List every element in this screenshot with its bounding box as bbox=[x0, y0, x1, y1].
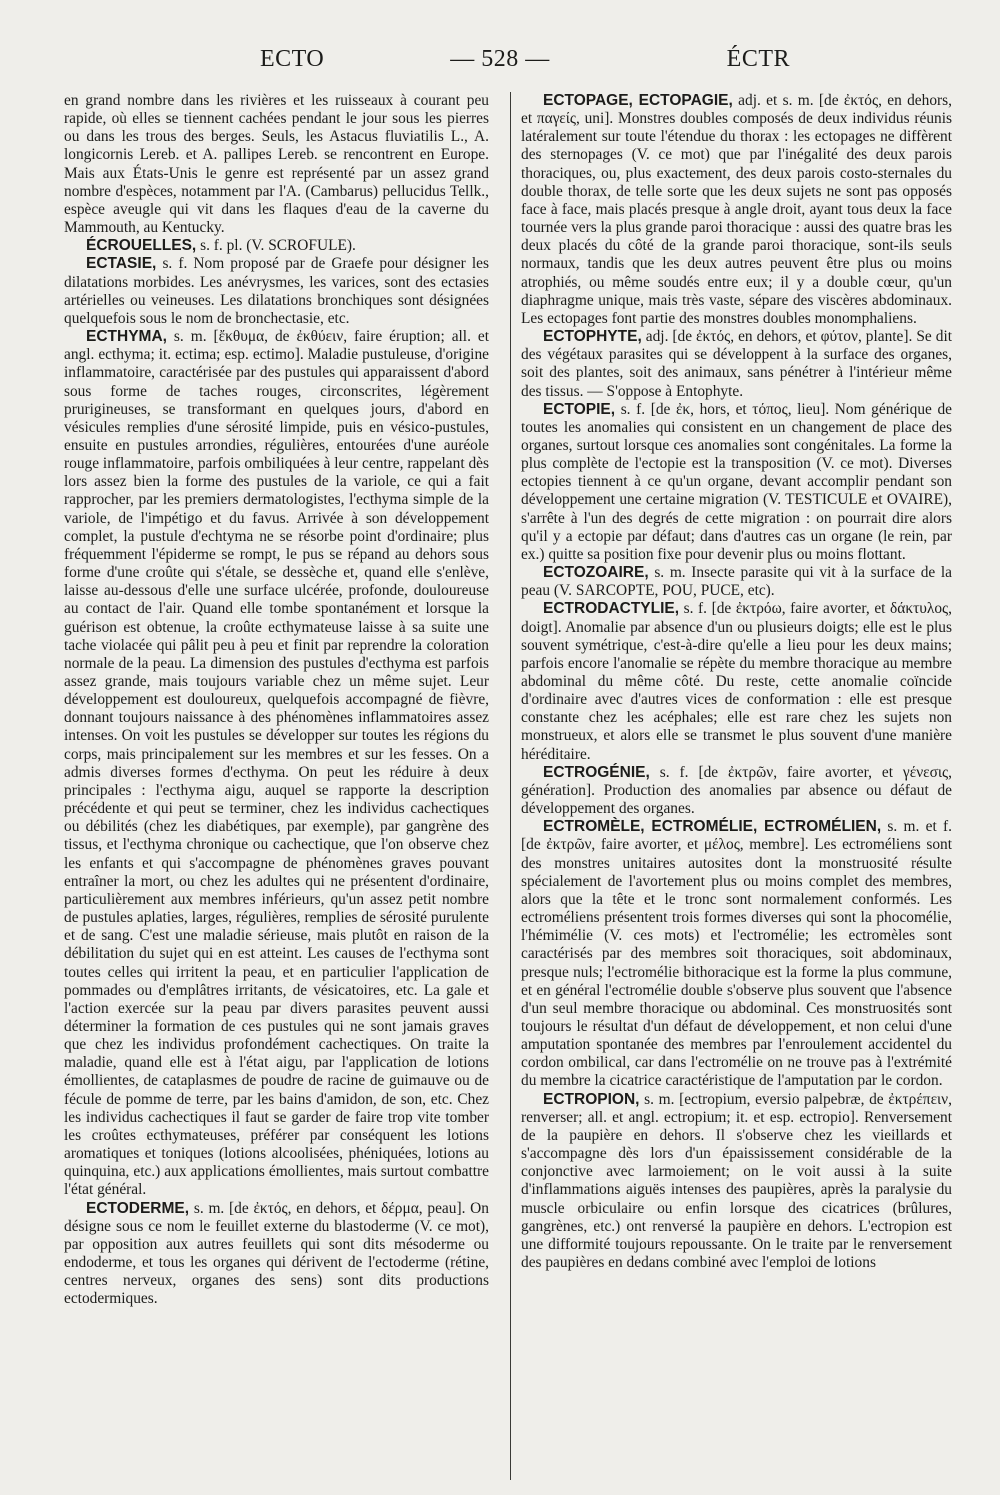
entry-ectopage bbox=[521, 92, 952, 328]
entry-ectoderme bbox=[64, 1200, 489, 1309]
entry-ectozoaire bbox=[521, 564, 952, 600]
headword: ECTROGÉNIE, bbox=[543, 763, 650, 781]
headword: ECTASIE, bbox=[86, 255, 157, 273]
headword: ÉCROUELLES, bbox=[86, 237, 197, 255]
headword: ECTRODACTYLIE, bbox=[543, 600, 680, 618]
header-right-guideword: ÉCTR bbox=[726, 46, 790, 72]
headword: ECTODERME, bbox=[86, 1199, 190, 1217]
entry-ectrodactylie bbox=[521, 600, 952, 763]
definition: s. f. pl. (V. SCROFULE). bbox=[200, 237, 356, 255]
entry-ectropion bbox=[521, 1091, 952, 1273]
definition: s. m. [ἔκθυμα, de ἐκθύειν, faire éruption; all. et angl. ecthyma; it. ectima; esp. ectimo]. Maladie pustuleuse, d'origine inflammatoire, caractérisée par des pustules qui apparaissent d'abord sous forme de taches rouges, circonscrites, légèrement prurigineuses, se transformant en quelques jours, d'abord en vésicules remplies d'une sérosité limpide, puis en vésico-pustules, ensuite en pustules arrondies, régulières, entourées d'une auréole rouge inflammatoire, parfois ombiliquées à leur centre, rappelant dès lors assez bien la forme des pustules de la variole, ce qui a fait rapprocher, par les premiers dermatologistes, l'ecthyma simple de la variole, de l'impétigo et du favus. Arrivée à son développement complet, la pustule d'echtyma ne se résorbe point d'ordinaire; plus fréquemment l'épiderme se rompt, le pus se répand au dehors sous forme d'une croûte qui s'étale, se dessèche et, quand elle s'enlève, laisse au-dessous d'elle une surface ulcérée, profonde, douloureuse au contact de l'air. Quand elle tombe spontanément et lorsque la guérison est obtenue, la croûte ecthymateuse laisse à sa suite une tache violacée qui pâlit peu à peu et finit par reprendre la coloration normale de la peau. La dimension des pustules d'ecthyma est parfois assez grande, mais toujours variable chez un même sujet. Leur développement est douloureux, quelquefois accompagné de fièvre, donnant toujours naissance à des phénomènes inflammatoires assez intenses. On voit les pustules se développer sur toutes les régions du corps, mais principalement sur les membres et sur les fesses. On a admis diverses formes d'ecthyma. On peut les réduire à deux principales : l'ecthyma aigu, auquel se rapporte la description précédente et qui peut se terminer, chez les individus cachectiques ou débilités (chez les diabétiques, par exemple), par gangrène des tissus, et l'ecthyma chronique ou cachectique, que l'on observe chez les enfants et qui s'accompagne de phénomènes graves pouvant entraîner la mort, ou chez les adultes qui ne présentent d'ordinaire, particulièrement aux membres inférieurs, qu'un assez petit nombre de pustules aplaties, larges, régulières, remplies de sérosité purulente et de sang. C'est une maladie sérieuse, mais plutôt en raison de la débilitation du sujet qui en est atteint. Les causes de l'ecthyma sont toutes celles qui irritent la peau, et en particulier l'application de pommades ou d'emplâtres irritants, de vésicatoires, etc. La gale et l'action exercée sur la peau par divers parasites peuvent aussi déterminer la formation de ces pustules qui ne sont jamais graves que chez les individus profondément cachectiques. On traite la maladie, quand elle est à l'état aigu, par l'application de lotions émollientes, de cataplasmes de poudre de racine de guimauve ou de fécule de pomme de terre, par les bains d'amidon, de son, etc. Chez les individus cachectiques il faut se garder de faire trop vite tomber les croûtes ecthymateuses, préférer par conséquent les lotions aromatiques et toniques (lotions alcoolisées, phéniquées, lotions au quinquina, etc.) aux applications émollientes, mais surtout combattre l'état général. bbox=[64, 328, 489, 1199]
definition: s. m. et f. [de ἐκτρῶν, faire avorter, et μέλος, membre]. Les ectroméliens sont des monstres unitaires autosites dont la monstruosité résulte spécialement de l'avortement plus ou moins complet des membres, alors que la tête et le tronc sont normalement conformés. Les ectroméliens présentent trois formes diverses qui sont la phocomélie, l'hémimélie (V. ces mots) et l'ectromélie; les ectromèles sont caractérisés par des membres soit thoraciques, soit abdominaux, presque nuls; l'ectromélie bithoracique est la forme la plus commune, et en général l'ectromélie double s'observe plus souvent que l'absence d'un seul membre thoracique ou abdominal. Ces monstruosités sont toujours le résultat d'un défaut de développement, et non celui d'une amputation spontanée des membres par l'enroulement accidentel du cordon ombilical, car dans l'ectromélie on ne trouve pas à l'extrémité du membre la cicatrice caractéristique de l'amputation par le cordon. bbox=[521, 818, 952, 1090]
definition: s. f. [de ἐκτρῶν, faire avorter, et γένεσις, génération]. Production des anomalies par absence ou défaut de développement des organes. bbox=[521, 763, 952, 818]
running-header bbox=[60, 46, 940, 86]
headword: ECTOPIE, bbox=[543, 400, 616, 418]
entry-ectasie bbox=[64, 255, 489, 328]
left-column bbox=[64, 92, 489, 1308]
page-number: — 528 — bbox=[450, 46, 550, 72]
entry-ecrouelles bbox=[64, 237, 489, 255]
headword: ECTOZOAIRE, bbox=[543, 564, 649, 582]
definition: s. f. [de ἐκ, hors, et τόπος, lieu]. Nom générique de toutes les anomalies qui consistent en un changement de place des organes, surtout lorsque ces anomalies sont congénitales. La forme la plus complète de l'ectopie est la transposition (V. ce mot). Diverses ectopies tiennent à ce qu'un organe, devant accomplir pendant son développement une certaine migration (V. TESTICULE et OVAIRE), s'arrête à l'un des degrés de cette migration : on pourrait dire alors qu'il y a ectopie par défaut; dans d'autres cas un organe (le rein, par ex.) quitte sa position fixe pour devenir plus ou moins flottant. bbox=[521, 400, 952, 563]
entry-ecthyma bbox=[64, 328, 489, 1200]
headword: ECTOPHYTE, bbox=[543, 328, 642, 346]
definition: adj. et s. m. [de ἐκτός, en dehors, et παγείς, uni]. Monstres doubles composés de deux individus réunis latéralement sur toute l'étendue du thorax : les ectopages ne diffèrent des sternopages (V. ce mot) que par l'inégalité des deux parois thoraciques, ou, plus exactement, des deux parois costo-sternales du double thorax, de telle sorte que les deux sujets ne sont pas opposés face à face, mais placés presque à angle droit, ayant tous deux la face tournée vers la plus grande paroi thoracique : aussi des quatre bras les deux placés du côté de la grande paroi thoracique, sont-ils seuls normaux, tandis que les deux autres peuvent être plus ou moins atrophiés, ou même soudés entre eux; il y a double cœur, qu'un diaphragme unique, mais très vaste, sépare des viscères abdominaux. Les ectopages font partie des monstres doubles monomphaliens. bbox=[521, 92, 952, 327]
entry-ectromele bbox=[521, 818, 952, 1090]
definition: s. m. Insecte parasite qui vit à la surface de la peau (V. SARCOPTE, POU, PUCE, etc). bbox=[521, 564, 952, 600]
header-left-guideword: ECTO bbox=[260, 46, 325, 72]
entry-ectophyte bbox=[521, 328, 952, 401]
definition: adj. [de ἐκτός, en dehors, et φύτον, plante]. Se dit des végétaux parasites qui se développent à la surface des organes, soit des plantes, soit des animaux, sans pénétrer à l'intérieur même des tissus. — S'oppose à Entophyte. bbox=[521, 328, 952, 400]
definition: s. m. [ectropium, eversio palpebræ, de ἐκτρέπειν, renverser; all. et angl. ectropium; it. et esp. ectropio]. Renversement de la paupière en dehors. Il s'observe chez les vieillards et s'accompagne dès lors d'un épaississement considérable de la conjonctive avec larmoiement; on le voit aussi à la suite d'inflammations aiguës intenses des paupières, après la paralysie du muscle orbiculaire ou enfin lorsque des cicatrices (brûlures, gangrènes, etc.) ont renversé la paupière en dehors. L'ectropion est une difformité toujours repoussante. On le traite par le renversement des paupières en dedans combiné avec l'emploi de lotions bbox=[521, 1090, 952, 1271]
entry-ectopie bbox=[521, 401, 952, 564]
definition: s. m. [de ἐκτός, en dehors, et δέρμα, peau]. On désigne sous ce nom le feuillet externe du blastoderme (V. ce mot), par opposition aux autres feuillets qui sont dits mésoderme ou endoderme, et tous les organes qui dérivent de l'ectoderme (rétine, centres nerveux, organes des sens) sont dits productions ectodermiques. bbox=[64, 1199, 489, 1308]
definition: s. f. [de ἐκτρόω, faire avorter, et δάκτυλος, doigt]. Anomalie par absence d'un ou plusieurs doigts; elle est le plus souvent symétrique, c'est-à-dire qu'elle a lieu pour les deux mains; parfois encore l'anomalie se répète du membre thoracique au membre abdominal du même côté. Du reste, cette anomalie coïncide d'ordinaire avec d'autres vices de conformation : elle est presque constante chez les acéphales; elle est rare chez les sujets non monstrueux, et alors elle se transmet le plus souvent d'une manière héréditaire. bbox=[521, 600, 952, 763]
continuation-text: en grand nombre dans les rivières et les ruisseaux à courant peu rapide, où elles se tiennent cachées pendant le jour sous les pierres ou dans les trous des berges. Seuls, les Astacus fluviatilis L., A. longicornis Lereb. et A. pallipes Lereb. se rencontrent en Europe. Mais aux États-Unis le genre est représenté par un assez grand nombre d'espèces, notamment par l'A. (Cambarus) pellucidus Tellk., espèce aveugle qui vit dans les flaques d'eau de la caverne du Mammouth, au Kentucky. bbox=[64, 92, 489, 237]
entry-ectrogenie bbox=[521, 764, 952, 818]
headword: ECTROMÈLE, ECTROMÉLIE, ECTROMÉLIEN, bbox=[543, 818, 882, 836]
headword: ECTHYMA, bbox=[86, 328, 167, 346]
headword: ECTOPAGE, ECTOPAGIE, bbox=[543, 92, 733, 109]
definition: s. f. Nom proposé par de Graefe pour désigner les dilatations morbides. Les anévrysmes, les varices, sont des ectasies artérielles ou veineuses. Les dilatations bronchiques sont désignées quelquefois sous le nom de bronchectasie, etc. bbox=[64, 255, 489, 327]
right-column bbox=[510, 92, 952, 1480]
headword: ECTROPION, bbox=[543, 1090, 640, 1108]
